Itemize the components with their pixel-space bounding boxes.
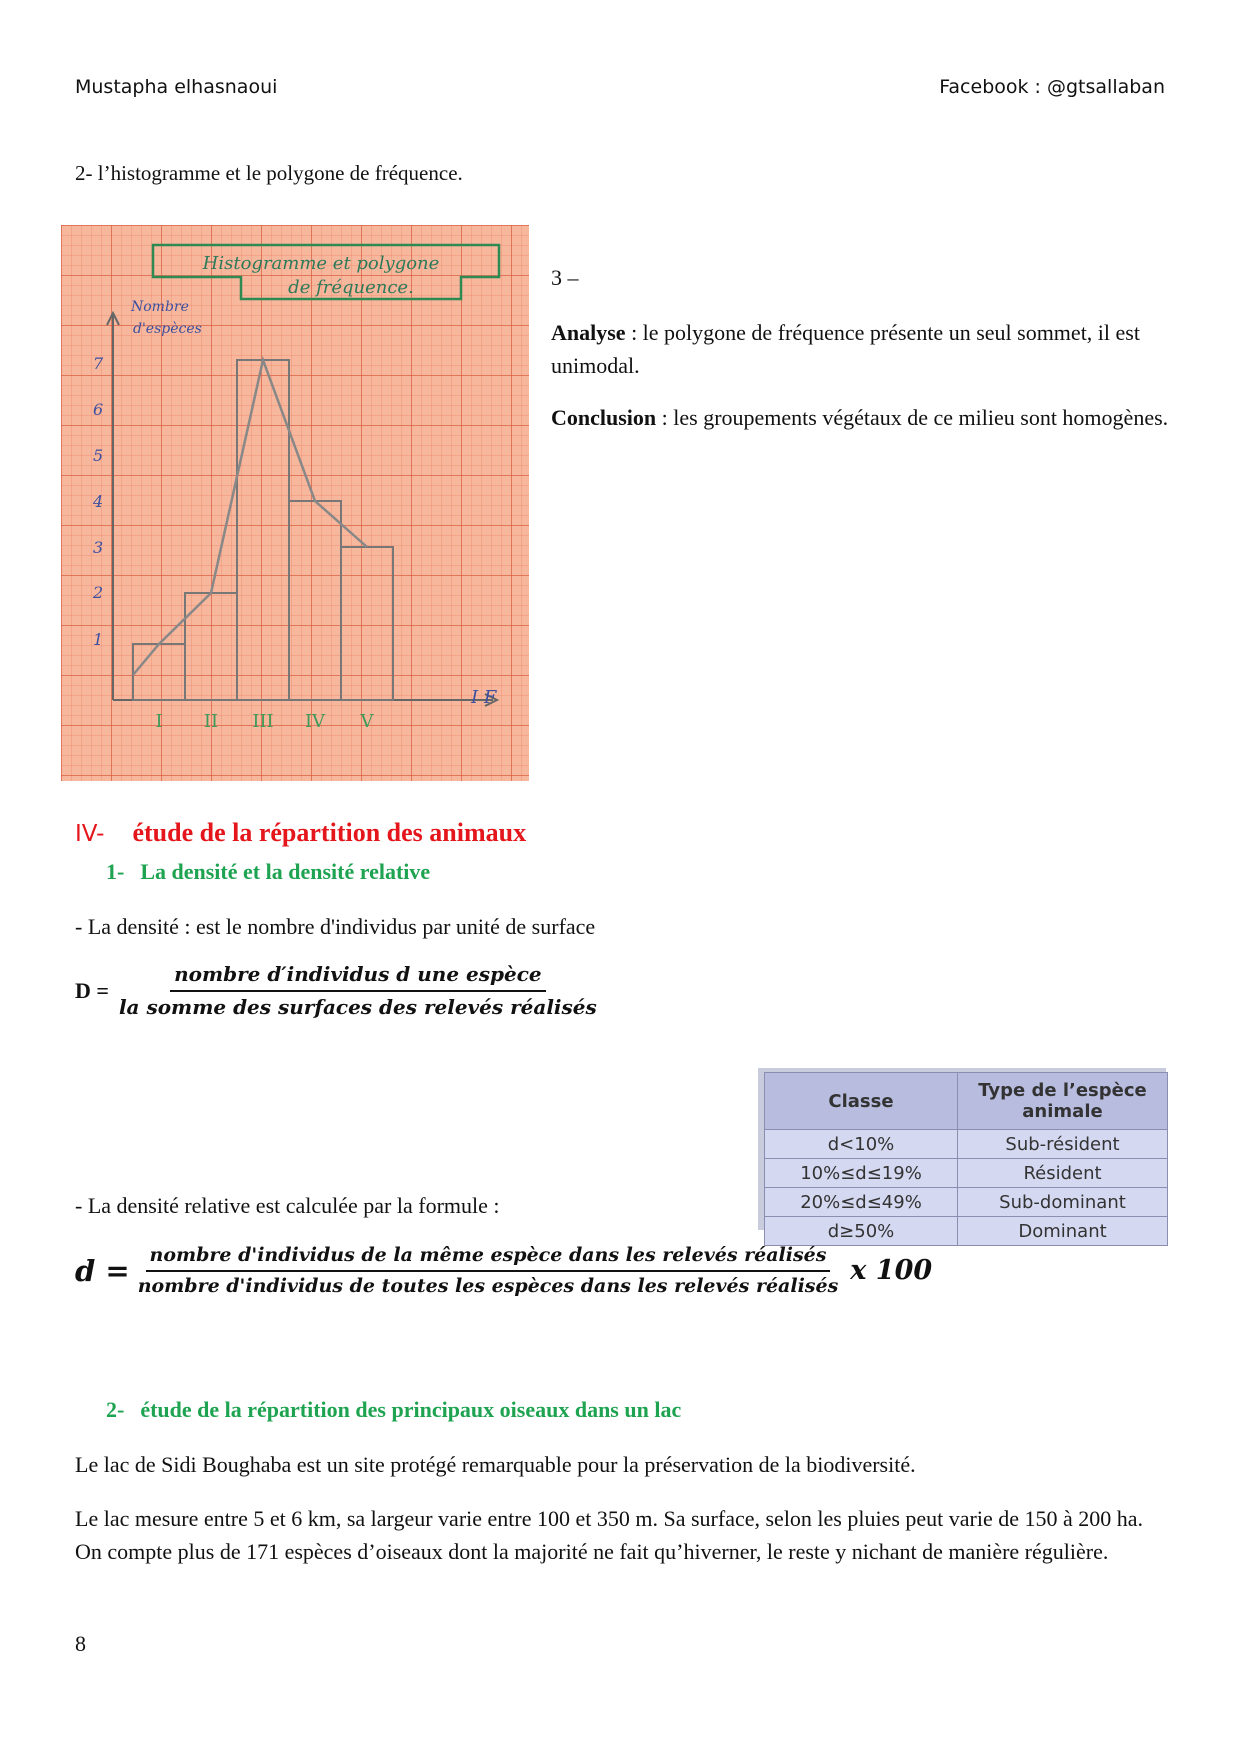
x-category-1: I <box>155 711 163 732</box>
table-row <box>765 1188 1168 1217</box>
subsection-1-heading <box>106 859 430 885</box>
type-cell: Sub-dominant <box>958 1188 1168 1217</box>
table-row <box>765 1217 1168 1246</box>
conclusion-text: : les groupements végétaux de ce milieu sont homogènes. <box>656 405 1169 430</box>
density-denominator: la somme des surfaces des relevés réalisés <box>118 995 597 1019</box>
table-row <box>765 1159 1168 1188</box>
x-axis-label: I F <box>471 687 497 708</box>
y-tick-4: 4 <box>93 492 104 511</box>
analyse-label: Analyse <box>551 320 626 345</box>
header-facebook: Facebook : @gtsallaban <box>939 76 1165 98</box>
section-2-title: 2- l’histogramme et le polygone de fréquence. <box>75 161 463 185</box>
x-category-3: III <box>252 711 274 732</box>
histogram-bar-1 <box>133 644 185 700</box>
density-fraction <box>115 962 601 1019</box>
lake-paragraph-2: Le lac mesure entre 5 et 6 km, sa largeur varie entre 100 et 350 m. Sa surface, selon les pluies peut varie de 150 à 200 ha. On compte plus de 171 espèces d’oiseaux dont la majorité ne fait qu’hiverner, le reste y nichant de manière régulière. <box>75 1506 1144 1564</box>
histogram-bar-5 <box>341 547 393 700</box>
analysis-paragraph <box>551 316 1171 382</box>
type-cell: Résident <box>958 1159 1168 1188</box>
type-cell: Dominant <box>958 1217 1168 1246</box>
class-table-header-type: Type de l’espèce animale <box>958 1073 1168 1130</box>
class-table <box>764 1072 1168 1246</box>
density-formula-lhs: D = <box>75 977 109 1003</box>
x-category-4: IV <box>304 711 326 732</box>
frequency-polygon <box>133 360 367 675</box>
subsection-2-title: étude de la répartition des principaux oiseaux dans un lac <box>140 1397 682 1422</box>
conclusion-paragraph <box>551 401 1171 434</box>
class-cell: 10%≤d≤19% <box>765 1159 958 1188</box>
subsection-1-title: La densité et la densité relative <box>140 859 431 884</box>
section-4-heading <box>75 818 526 848</box>
y-tick-2: 2 <box>93 583 104 602</box>
density-definition: - La densité : est le nombre d'individus par unité de surface <box>75 914 596 939</box>
y-tick-3: 3 <box>93 538 104 557</box>
y-tick-6: 6 <box>93 400 104 419</box>
class-cell: 20%≤d≤49% <box>765 1188 958 1217</box>
analysis-number: 3 – <box>551 265 579 290</box>
subsection-2-number: 2- <box>106 1397 125 1422</box>
class-cell: d<10% <box>765 1130 958 1159</box>
relative-numerator: nombre d'individus de la même espèce dans les relevés réalisés <box>146 1244 831 1272</box>
density-numerator: nombre d′individus d une espèce <box>170 962 546 992</box>
histogram-title-line1: Histogramme et polygone <box>202 253 440 274</box>
subsection-1-number: 1- <box>106 859 125 884</box>
table-row <box>765 1130 1168 1159</box>
section-4-title: étude de la répartition des animaux <box>132 818 527 847</box>
histogram-bar-2 <box>185 593 237 700</box>
y-label-line2: d'espèces <box>133 321 202 337</box>
histogram-drawing <box>61 225 529 781</box>
x-category-5: V <box>360 711 374 732</box>
relative-density-formula <box>75 1244 932 1297</box>
relative-formula-suffix: x 100 <box>850 1255 933 1286</box>
histogram-title-line2: de fréquence. <box>288 277 414 298</box>
x-category-2: II <box>203 711 219 732</box>
relative-density-fraction <box>134 1244 843 1297</box>
class-table-photo <box>758 1068 1166 1242</box>
lake-paragraph-1: Le lac de Sidi Boughaba est un site protégé remarquable pour la préservation de la biodiversité. <box>75 1452 916 1477</box>
subsection-2-heading <box>106 1397 681 1423</box>
relative-formula-lhs: d = <box>75 1253 130 1288</box>
section-4-number: IV- <box>75 821 105 847</box>
y-label-line1: Nombre <box>131 299 189 315</box>
histogram-bar-4 <box>289 501 341 700</box>
class-table-header-class: Classe <box>765 1073 958 1130</box>
class-cell: d≥50% <box>765 1217 958 1246</box>
page-number: 8 <box>75 1631 86 1656</box>
y-tick-1: 1 <box>93 630 104 649</box>
relative-density-definition: - La densité relative est calculée par la formule : <box>75 1193 500 1218</box>
histogram-photo <box>61 225 529 781</box>
conclusion-label: Conclusion <box>551 405 657 430</box>
header-author: Mustapha elhasnaoui <box>75 76 278 98</box>
type-cell: Sub-résident <box>958 1130 1168 1159</box>
density-formula <box>75 962 601 1019</box>
y-tick-7: 7 <box>93 354 104 373</box>
relative-denominator: nombre d'individus de toutes les espèces dans les relevés réalisés <box>137 1275 839 1297</box>
y-tick-5: 5 <box>93 446 104 465</box>
analyse-text: : le polygone de fréquence présente un seul sommet, il est unimodal. <box>551 320 1140 378</box>
